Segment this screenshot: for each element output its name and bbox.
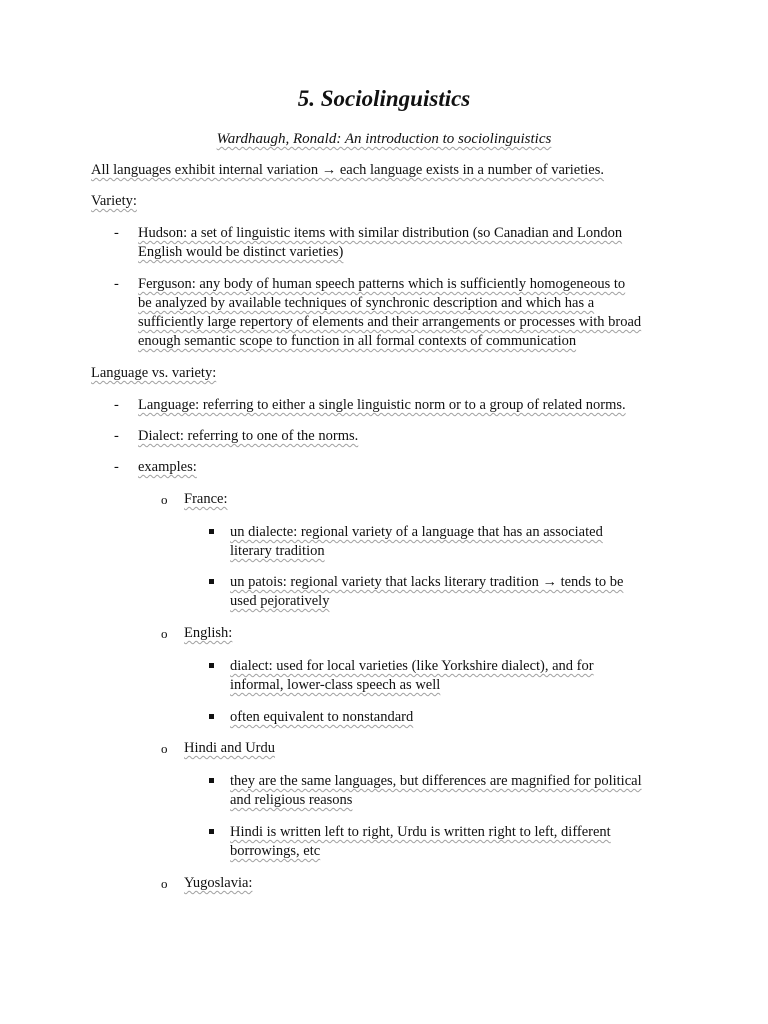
nonstandard-line <box>230 708 413 728</box>
dash-marker: - <box>114 428 119 444</box>
france-label <box>184 490 227 510</box>
english-dialect-text-2: informal, lower-class speech as well <box>230 677 441 693</box>
circle-marker: o <box>161 492 168 507</box>
square-bullet-icon <box>209 778 214 783</box>
dialecte-line-1 <box>230 523 603 543</box>
english-dialect-text-1: dialect: used for local varieties (like Yorkshire dialect), and for <box>230 658 594 674</box>
hindi-written-text-1: Hindi is written left to right, Urdu is written right to left, different <box>230 824 611 840</box>
english-label-text: English: <box>184 625 233 641</box>
hindi-urdu-label-text: Hindi and Urdu <box>184 740 276 756</box>
square-bullet-icon <box>209 663 214 668</box>
lvv-heading-text: Language vs. variety: <box>91 365 217 381</box>
hindi-written-line-1 <box>230 823 611 843</box>
dash-marker: - <box>114 459 119 475</box>
ferguson-text-1: Ferguson: any body of human speech patterns which is sufficiently homogeneous to <box>138 276 626 292</box>
ferguson-line-1 <box>138 275 625 295</box>
ferguson-text-3: sufficiently large repertory of elements and their arrangements or processes with broad <box>138 314 642 330</box>
variety-heading <box>91 192 137 212</box>
patois-text-1: un patois: regional variety that lacks literary tradition → tends to be <box>230 574 624 590</box>
intro-line <box>91 161 604 181</box>
hindi-written-line-2 <box>230 842 320 862</box>
examples-text: examples: <box>138 459 197 475</box>
hindi-same-text-1: they are the same languages, but differences are magnified for political <box>230 773 642 789</box>
yugoslavia-label-text: Yugoslavia: <box>184 875 253 891</box>
english-label <box>184 624 232 644</box>
hudson-line-2 <box>138 243 343 263</box>
patois-line-2 <box>230 592 329 612</box>
dialect-line <box>138 427 358 447</box>
dialecte-line-2 <box>230 542 325 562</box>
hindi-urdu-label <box>184 739 275 759</box>
square-bullet-icon <box>209 579 214 584</box>
page-subtitle <box>0 129 768 149</box>
dialect-text: Dialect: referring to one of the norms. <box>138 428 359 444</box>
language-text: Language: referring to either a single linguistic norm or to a group of related norms. <box>138 397 626 413</box>
circle-marker: o <box>161 741 168 756</box>
language-vs-variety-heading <box>91 364 216 384</box>
page-title: 5. Sociolinguistics <box>297 86 471 111</box>
patois-text-2: used pejoratively <box>230 593 330 609</box>
variety-heading-text: Variety: <box>91 193 137 209</box>
english-dialect-line-2 <box>230 676 440 696</box>
intro-text: All languages exhibit internal variation → each language exists in a number of varieties. <box>91 162 604 178</box>
dash-marker: - <box>114 276 119 292</box>
examples-line <box>138 458 197 478</box>
hudson-text-2: English would be distinct varieties) <box>138 244 344 260</box>
patois-line-1 <box>230 573 623 593</box>
dash-marker: - <box>114 225 119 241</box>
hudson-line-1 <box>138 224 622 244</box>
dash-marker: - <box>114 397 119 413</box>
ferguson-text-2: be analyzed by available techniques of synchronic description and which has a <box>138 295 595 311</box>
subtitle-text: Wardhaugh, Ronald: An introduction to sociolinguistics <box>216 131 552 147</box>
hindi-same-text-2: and religious reasons <box>230 792 353 808</box>
square-bullet-icon <box>209 829 214 834</box>
english-dialect-line-1 <box>230 657 594 677</box>
yugoslavia-label <box>184 874 252 894</box>
dialecte-text-1: un dialecte: regional variety of a language that has an associated <box>230 524 603 540</box>
ferguson-line-4 <box>138 332 576 352</box>
square-bullet-icon <box>209 529 214 534</box>
hindi-same-line-2 <box>230 791 352 811</box>
circle-marker: o <box>161 876 168 891</box>
language-line <box>138 396 626 416</box>
hindi-same-line-1 <box>230 772 642 792</box>
ferguson-line-2 <box>138 294 594 314</box>
ferguson-text-4: enough semantic scope to function in all formal contexts of communication <box>138 333 577 349</box>
france-label-text: France: <box>184 491 228 507</box>
hindi-written-text-2: borrowings, etc <box>230 843 321 859</box>
nonstandard-text: often equivalent to nonstandard <box>230 709 414 725</box>
dialecte-text-2: literary tradition <box>230 543 325 559</box>
hudson-text-1: Hudson: a set of linguistic items with similar distribution (so Canadian and London <box>138 225 623 241</box>
square-bullet-icon <box>209 714 214 719</box>
ferguson-line-3 <box>138 313 641 333</box>
circle-marker: o <box>161 626 168 641</box>
